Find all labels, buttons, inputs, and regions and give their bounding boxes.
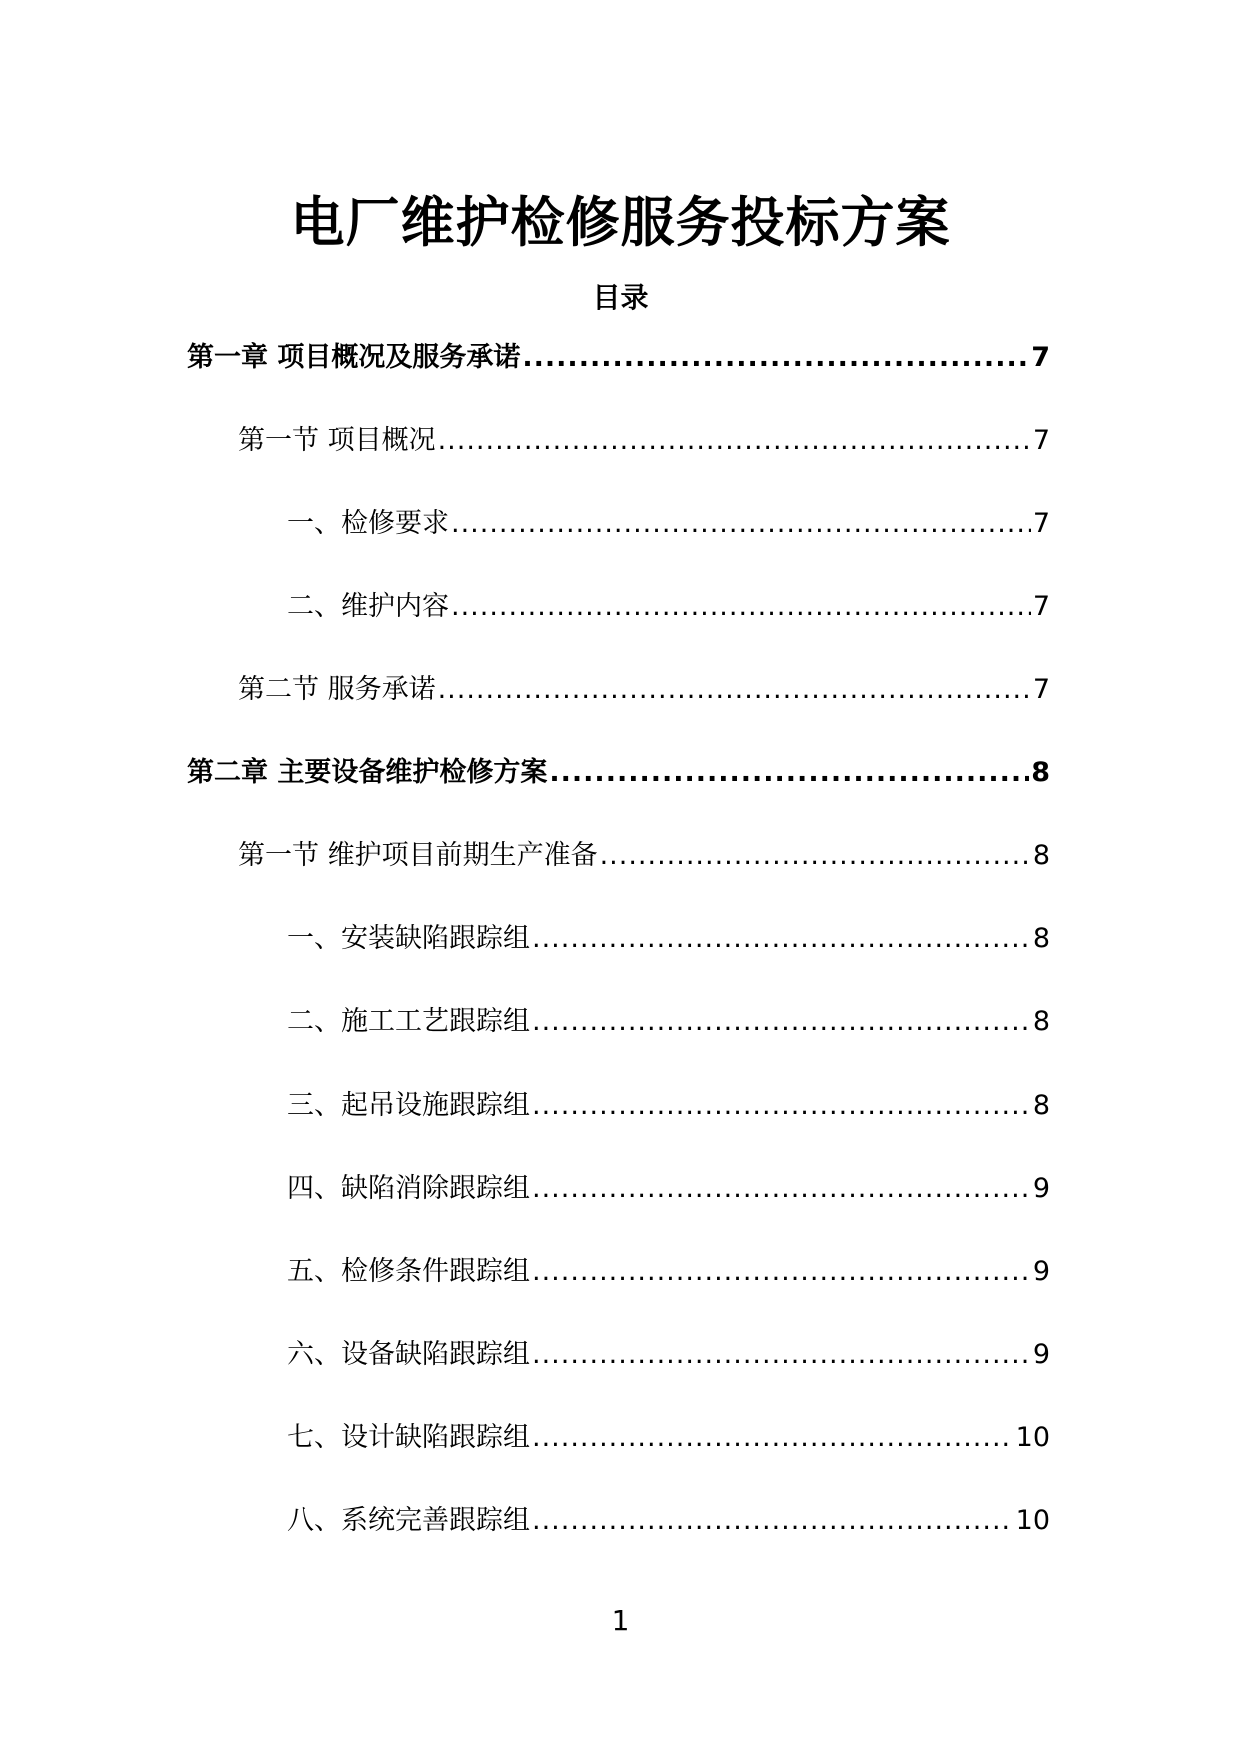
toc-entry-page: 7 bbox=[1032, 591, 1050, 622]
toc-leader-dots bbox=[532, 1086, 1031, 1126]
toc-entry-section[interactable] bbox=[238, 670, 1050, 710]
toc-entry-page: 9 bbox=[1032, 1339, 1050, 1370]
toc-entry-page: 8 bbox=[1031, 757, 1050, 788]
toc-entry-subsection[interactable] bbox=[287, 504, 1050, 544]
toc-entry-subsection[interactable] bbox=[287, 1169, 1050, 1209]
toc-entry-subsection[interactable] bbox=[287, 1501, 1050, 1541]
toc-leader-dots bbox=[532, 919, 1031, 959]
toc-entry-label: 五、检修条件跟踪组 bbox=[287, 1256, 530, 1287]
toc-entry-page: 8 bbox=[1032, 1090, 1050, 1121]
toc-entry-label: 一、检修要求 bbox=[287, 508, 449, 539]
toc-entry-page: 8 bbox=[1032, 840, 1050, 871]
toc-leader-dots bbox=[451, 587, 1031, 627]
toc-entry-page: 7 bbox=[1032, 674, 1050, 705]
toc-entry-label: 第二章 主要设备维护检修方案 bbox=[187, 757, 548, 788]
toc-entry-label: 六、设备缺陷跟踪组 bbox=[287, 1339, 530, 1370]
toc-entry-page: 8 bbox=[1032, 923, 1050, 954]
toc-leader-dots bbox=[532, 1252, 1031, 1292]
toc-leader-dots bbox=[532, 1002, 1031, 1042]
toc-entry-page: 8 bbox=[1032, 1006, 1050, 1037]
toc-entry-chapter-2[interactable] bbox=[187, 753, 1050, 793]
toc-entry-label: 第一节 维护项目前期生产准备 bbox=[238, 840, 598, 871]
toc-entry-subsection[interactable] bbox=[287, 1335, 1050, 1375]
toc-entry-label: 四、缺陷消除跟踪组 bbox=[287, 1173, 530, 1204]
toc-entry-label: 一、安装缺陷跟踪组 bbox=[287, 923, 530, 954]
toc-entry-page: 7 bbox=[1031, 342, 1050, 373]
toc-leader-dots bbox=[532, 1335, 1031, 1375]
toc-leader-dots bbox=[438, 421, 1031, 461]
toc-entry-chapter-1[interactable] bbox=[187, 338, 1050, 378]
toc-leader-dots bbox=[532, 1501, 1014, 1541]
toc-entry-page: 7 bbox=[1032, 425, 1050, 456]
toc-entry-page: 10 bbox=[1015, 1422, 1050, 1453]
toc-entry-page: 9 bbox=[1032, 1256, 1050, 1287]
toc-leader-dots bbox=[532, 1169, 1031, 1209]
toc-leader-dots bbox=[522, 338, 1029, 378]
toc-entry-subsection[interactable] bbox=[287, 919, 1050, 959]
document-title: 电厂维护检修服务投标方案 bbox=[290, 191, 951, 254]
toc-heading: 目录 bbox=[592, 281, 649, 314]
toc-entry-page: 10 bbox=[1015, 1505, 1050, 1536]
toc-entry-label: 二、维护内容 bbox=[287, 591, 449, 622]
toc-leader-dots bbox=[600, 836, 1031, 876]
toc-leader-dots bbox=[451, 504, 1031, 544]
toc-entry-label: 第一节 项目概况 bbox=[238, 425, 436, 456]
toc-entry-label: 第一章 项目概况及服务承诺 bbox=[187, 342, 521, 373]
toc-leader-dots bbox=[532, 1418, 1014, 1458]
toc-entry-section[interactable] bbox=[238, 836, 1050, 876]
toc-entry-subsection[interactable] bbox=[287, 1252, 1050, 1292]
toc-entry-label: 七、设计缺陷跟踪组 bbox=[287, 1422, 530, 1453]
toc-entry-subsection[interactable] bbox=[287, 1418, 1050, 1458]
toc-leader-dots bbox=[438, 670, 1031, 710]
toc-entry-label: 八、系统完善跟踪组 bbox=[287, 1505, 530, 1536]
toc-entry-subsection[interactable] bbox=[287, 1086, 1050, 1126]
page-number: 1 bbox=[611, 1604, 630, 1637]
toc-entry-label: 三、起吊设施跟踪组 bbox=[287, 1090, 530, 1121]
toc-entry-section[interactable] bbox=[238, 421, 1050, 461]
toc-entry-label: 第二节 服务承诺 bbox=[238, 674, 436, 705]
toc-entry-subsection[interactable] bbox=[287, 1002, 1050, 1042]
toc-entry-page: 9 bbox=[1032, 1173, 1050, 1204]
toc-entry-subsection[interactable] bbox=[287, 587, 1050, 627]
toc-leader-dots bbox=[549, 753, 1029, 793]
toc-entry-label: 二、施工工艺跟踪组 bbox=[287, 1006, 530, 1037]
toc-entry-page: 7 bbox=[1032, 508, 1050, 539]
